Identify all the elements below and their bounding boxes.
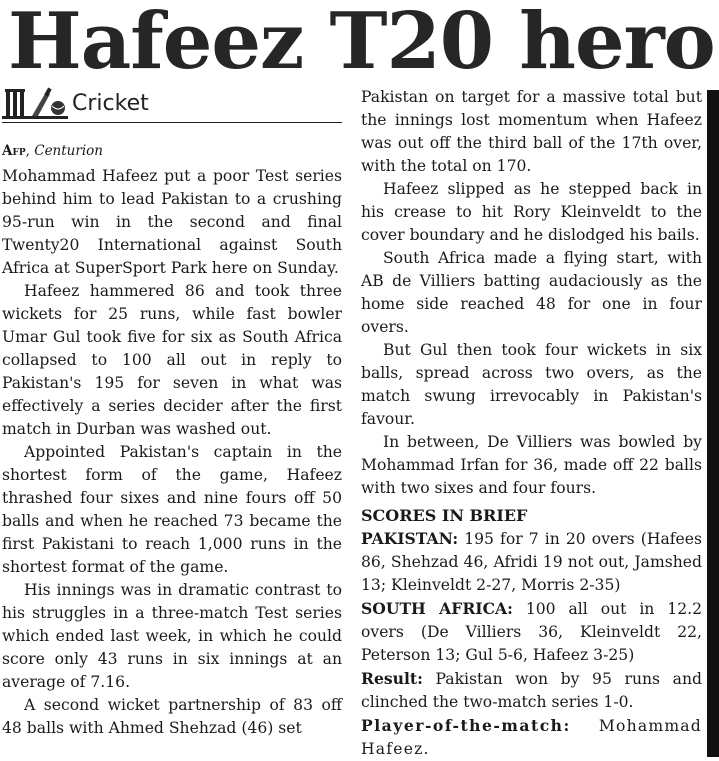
right-border-bar [707,90,719,757]
potm-label: Player-of-the-match: [361,716,571,735]
byline-location: Centurion [34,143,103,159]
section-tag [2,84,342,123]
paragraph: His innings was in dramatic contrast to his struggles in a three-match Test series which ended last week, in which he could score only 43 runs in six innings at an average of 7.16. [2,581,342,691]
paragraph: A second wicket partnership of 83 off 48 balls with Ahmed Shehzad (46) set [2,696,342,737]
byline: Afp, Centurion [2,143,103,159]
result-label: Result: [361,669,423,688]
paragraph: Mohammad Hafeez put a poor Test series behind him to lead Pakistan to a crushing 95-run win in the second and final Twenty20 International against South Africa at SuperSport Park here on Sunday. [2,167,342,277]
scores-in-brief [361,504,702,761]
result [361,667,702,714]
paragraph: But Gul then took four wickets in six balls, spread across two overs, as the match swung irrevocably in Pakistan's favour. [361,341,702,428]
potm-text: Mohammad Hafeez. [361,717,702,758]
paragraph: South Africa made a flying start, with AB de Villiers batting audaciously as the home side reached 48 for one in four overs. [361,249,702,336]
score-sa-label: SOUTH AFRICA: [361,599,513,618]
score-sa-text: 100 all out in 12.2 overs (De Villiers 36, Kleinveldt 22, Peterson 13; Gul 5-6, Hafeez 3-25) [361,600,702,664]
scores-title: SCORES IN BRIEF [361,506,528,525]
paragraph: Appointed Pakistan's captain in the shortest form of the game, Hafeez thrashed four sixes and nine fours off 50 balls and when he reached 73 became the first Pakistani to reach 1,000 runs in the shortest format of the game. [2,443,342,576]
result-text: Pakistan won by 95 runs and clinched the two-match series 1-0. [361,670,702,711]
paragraph: Hafeez hammered 86 and took three wickets for 25 runs, while fast bowler Umar Gul took five for six as South Africa collapsed to 100 all out in reply to Pakistan's 195 for seven in what was effectively a series decider after the first match in Durban was washed out. [2,282,342,438]
paragraph: Pakistan on target for a massive total but the innings lost momentum when Hafeez was out off the third ball of the 17th over, with the total on 170. [361,88,702,175]
score-south-africa [361,597,702,667]
cricket-icon [2,86,68,120]
score-pakistan-text: 195 for 7 in 20 overs (Hafees 86, Shehzad 46, Afridi 19 not out, Jamshed 13; Kleinveldt 2-27, Morris 2-35) [361,530,702,594]
paragraph: Hafeez slipped as he stepped back in his crease to hit Rory Kleinveldt to the cover boundary and he dislodged his bails. [361,180,702,244]
article-column-left [2,84,342,740]
player-of-the-match [361,714,702,761]
byline-agency: Afp [2,143,26,159]
score-pakistan-label: PAKISTAN: [361,529,459,548]
paragraph: In between, De Villiers was bowled by Mohammad Irfan for 36, made off 22 balls with two sixes and four fours. [361,433,702,497]
headline: Hafeez T20 hero [8,0,715,87]
score-pakistan [361,527,702,597]
section-name: Cricket [72,90,149,116]
article-column-right [361,86,702,761]
